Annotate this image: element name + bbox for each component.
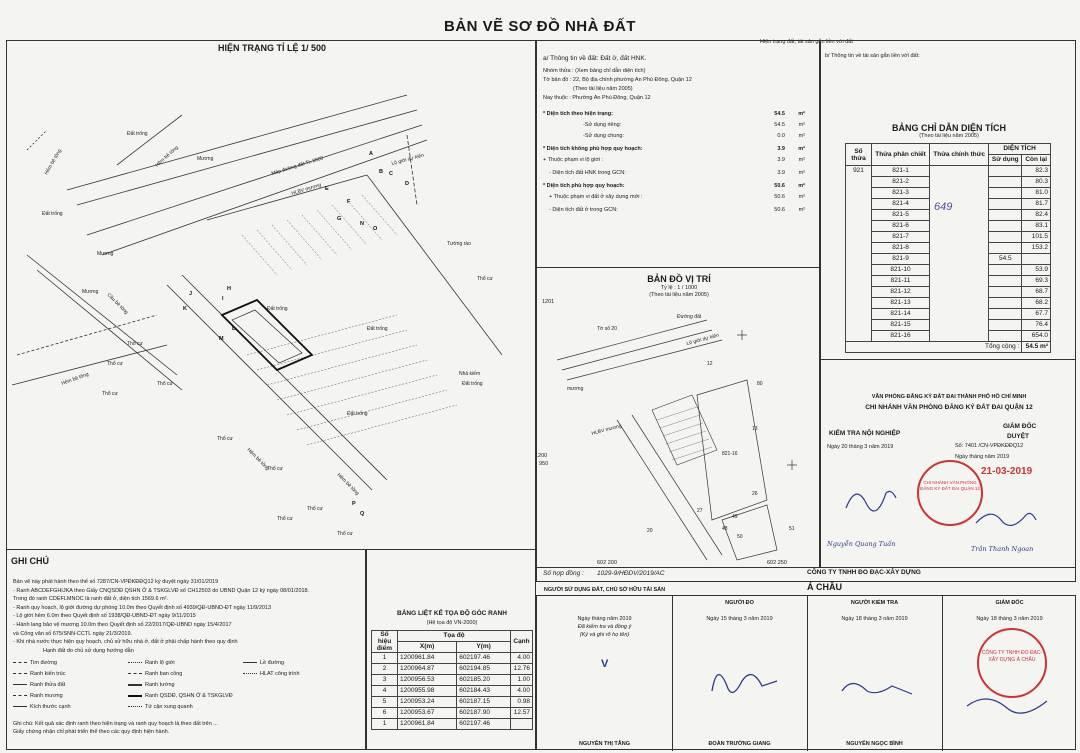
legend-label: Ranh lộ giới xyxy=(145,660,175,666)
table-row: 821-2 80.3 xyxy=(846,177,1051,188)
svg-text:Q: Q xyxy=(360,511,365,517)
status-header: Hiện trạng đất, tài sản gắn liền với đất xyxy=(760,39,853,45)
svg-text:27: 27 xyxy=(697,508,703,514)
svg-text:48: 48 xyxy=(722,526,728,532)
svg-text:1200: 1200 xyxy=(535,453,548,459)
svg-text:H: H xyxy=(227,286,231,292)
note-line: Trong đó ranh CDEFLMNOC là ranh đất ở, diện tích 1569.6 m². xyxy=(13,596,169,603)
svg-text:Thổ cư: Thổ cư xyxy=(217,436,233,442)
svg-text:Hẻm bê tông: Hẻm bê tông xyxy=(60,371,90,387)
checker-signature xyxy=(837,666,917,706)
note-line: Ghi chú: Kết quả xác định ranh theo hiện trạng và ranh quy hoạch là theo đất trên ... xyxy=(13,721,218,727)
svg-text:Lộ giới dự kiến: Lộ giới dự kiến xyxy=(390,152,425,167)
svg-text:L: L xyxy=(232,326,236,332)
coords-panel xyxy=(366,550,536,750)
approved-label: DUYỆT xyxy=(1007,433,1030,440)
svg-text:HLBV mương: HLBV mương xyxy=(590,423,623,437)
svg-text:26: 26 xyxy=(752,491,758,497)
coords-header: Tọa độ xyxy=(398,631,511,642)
table-row: 821-10 53.9 xyxy=(846,265,1051,276)
svg-text:12: 12 xyxy=(707,361,713,367)
svg-text:Cầu bê tông: Cầu bê tông xyxy=(105,292,130,316)
office-line1: VĂN PHÒNG ĐĂNG KÝ ĐẤT ĐAI THÀNH PHỐ HỒ CHÍ MINH xyxy=(871,394,1027,400)
svg-text:Thổ cư: Thổ cư xyxy=(102,391,118,397)
area-guide-table xyxy=(845,143,1051,353)
svg-text:Hẻm bê tông: Hẻm bê tông xyxy=(245,447,271,472)
table-row: 1 1200961.84 602197.46 4.00 xyxy=(372,653,533,664)
table-row: 821-3 81.0 xyxy=(846,188,1051,199)
legend-label: Ranh tường xyxy=(145,682,175,688)
svg-text:Đất trống: Đất trống xyxy=(462,381,483,387)
owner-signature: V xyxy=(601,658,609,670)
area-guide-heading: BẢNG CHỈ DẪN DIỆN TÍCH xyxy=(892,123,1006,133)
land-info-title: a/ Thông tin về đất: Đất ở, đất HNK. xyxy=(543,55,647,62)
notes-heading: GHI CHÚ xyxy=(11,556,49,566)
company-stamp: CÔNG TY TNHH ĐO ĐẠC-XÂY DỰNG Á CHÂU xyxy=(977,628,1047,698)
inspect-label: KIỂM TRA NỘI NGHIỆP xyxy=(829,430,901,437)
table-row: 821-11 69.3 xyxy=(846,276,1051,287)
table-row: 821-4 81.7 xyxy=(846,199,1051,210)
legend-label: Ranh kiến trúc xyxy=(30,671,66,677)
company-brand: Á CHÂU xyxy=(807,582,842,592)
company-director-signature xyxy=(957,686,1057,726)
table-row: 821-7 101.5 xyxy=(846,232,1051,243)
svg-text:Mương: Mương xyxy=(82,289,99,295)
svg-text:Tường rào: Tường rào xyxy=(447,241,471,247)
info-line: Nay thuộc : Phường An Phú Đông, Quận 12 xyxy=(543,95,651,101)
info-line: (Theo tài liệu năm 2005) xyxy=(573,86,633,92)
svg-text:Nhà kiếm: Nhà kiếm xyxy=(459,371,481,377)
approval-stamp-date: 21-03-2019 xyxy=(981,466,1033,477)
svg-text:Thổ cư: Thổ cư xyxy=(157,381,173,387)
contract-number: 1029-9/HĐDV/2019/AC xyxy=(597,570,665,577)
svg-text:Thổ cư: Thổ cư xyxy=(337,531,353,537)
note-line: - Khi nhà nước thực hiện quy hoạch, chủ sử hữu nhà ở, đất ở phải chấp hành theo quy định xyxy=(13,639,238,646)
area-header: DIỆN TÍCH xyxy=(989,144,1051,155)
location-map-subheading: (Theo tài liệu năm 2005) xyxy=(649,292,709,298)
svg-text:821-16: 821-16 xyxy=(722,451,738,457)
svg-text:20: 20 xyxy=(647,528,653,534)
table-row: 821-6 83.1 xyxy=(846,221,1051,232)
inspect-date: Ngày 20 tháng 3 năm 2019 xyxy=(827,444,894,450)
svg-text:G: G xyxy=(337,216,342,222)
info-line: Tờ bản đồ : 22, Bộ địa chính phường An Phú Đông, Quận 12 xyxy=(543,77,692,83)
legend-label: Ranh QSDĐ, QSHN Ở & TSKGLVĐ xyxy=(145,693,233,699)
note-line: - Ranh ABCDEFGHIJKA theo Giấy CNQSDĐ QSHN Ở & TSKGLVĐ số CH12503 do UBND Quận 12 ký ngày 08/01/2018. xyxy=(13,587,310,594)
svg-text:Thổ cư: Thổ cư xyxy=(277,516,293,522)
coords-subheading: (Hệ tọa độ VN-2000) xyxy=(426,620,478,626)
signer-date: Ngày 15 tháng 3 năm 2019 xyxy=(706,616,773,622)
table-row: Tổng cộng : 54.5 m² xyxy=(846,342,1051,353)
table-row: 821-8 153.2 xyxy=(846,243,1051,254)
svg-text:Thổ cư: Thổ cư xyxy=(127,341,143,347)
area-header: Sử dụng xyxy=(989,155,1022,166)
current-status-heading: HIỆN TRẠNG TỈ LỆ 1/ 500 xyxy=(217,43,327,53)
document-title: BẢN VẼ SƠ ĐỒ NHÀ ĐẤT xyxy=(444,18,636,35)
coords-header: Cạnh xyxy=(511,631,533,653)
company-name: CÔNG TY TNHH ĐO ĐẠC-XÂY DỰNG xyxy=(807,569,921,576)
svg-text:N: N xyxy=(360,221,364,227)
note-line: Giấy chứng nhận chỉ phát triển thể theo các quy định hiện hành. xyxy=(13,729,170,735)
table-row: 2 1200964.87 602194.85 12.76 xyxy=(372,664,533,675)
inspector-signature xyxy=(841,478,901,518)
approval-number: Số: 7401 /CN-VPĐKĐĐQ12 xyxy=(955,443,1024,449)
svg-text:Đất trống: Đất trống xyxy=(42,211,63,217)
svg-text:Hẻm bê tông: Hẻm bê tông xyxy=(335,472,361,497)
note-line: Hạnh đất do chủ sử dụng hướng dẫn xyxy=(43,647,134,654)
table-row: 4 1200955.98 602184.43 4.00 xyxy=(372,686,533,697)
director-signature xyxy=(971,505,1041,530)
note-line: - Hành lang bảo vệ mương 10.0m theo Quyết định số 22/2017/QĐ-UBND ngày 15/4/2017 xyxy=(13,621,232,628)
svg-text:Thổ cư: Thổ cư xyxy=(307,506,323,512)
svg-text:50: 50 xyxy=(737,534,743,540)
svg-text:Lộ giới dự kiến: Lộ giới dự kiến xyxy=(685,332,720,347)
area-guide-subheading: (Theo tài liệu năm 2005) xyxy=(919,133,979,139)
svg-text:K: K xyxy=(183,306,187,312)
svg-text:602 200: 602 200 xyxy=(597,560,617,566)
signer-title: NGƯỜI ĐO xyxy=(725,600,754,606)
svg-text:80: 80 xyxy=(757,381,763,387)
svg-text:950: 950 xyxy=(539,461,549,467)
note-line: - Lộ giới hẻm 6.0m theo Quyết định số 1938/QĐ-UBND-ĐT ngày 9/11/2015 xyxy=(13,613,196,620)
site-plan-map xyxy=(7,55,535,549)
svg-text:J: J xyxy=(189,291,193,297)
signer-note: (Ký và ghi rõ họ tên) xyxy=(579,632,630,638)
table-row: 6 1200953.67 602187.90 12.57 xyxy=(372,708,533,719)
note-line: Bản vẽ này phát hành theo thể số 7287/CN-VPĐKĐĐQ12 ký duyệt ngày 31/01/2019 xyxy=(13,579,219,585)
svg-text:1201: 1201 xyxy=(542,299,555,305)
svg-text:E: E xyxy=(325,186,329,192)
signer-date: Ngày tháng năm 2019 xyxy=(577,616,632,622)
contract-strip xyxy=(536,568,1076,582)
svg-text:Thổ cư: Thổ cư xyxy=(107,361,123,367)
svg-text:A: A xyxy=(369,151,373,157)
svg-text:C: C xyxy=(389,171,393,177)
svg-text:Thổ cư: Thổ cư xyxy=(477,276,493,282)
svg-text:P: P xyxy=(352,501,356,507)
director-name: Trần Thanh Ngoan xyxy=(971,545,1034,553)
legend-label: HLAT công trình xyxy=(260,671,300,677)
area-guide-panel xyxy=(820,40,1076,360)
area-header: Thửa phân chiết xyxy=(872,144,930,166)
office-line2: CHI NHÁNH VĂN PHÒNG ĐĂNG KÝ ĐẤT ĐAI QUẬN 12 xyxy=(865,404,1033,411)
svg-text:HLBV mương: HLBV mương xyxy=(290,182,323,197)
note-line: và Công văn số 675/SNN-CCTL ngày 21/3/2019. xyxy=(13,630,133,637)
signer-date: Ngày 18 tháng 3 năm 2019 xyxy=(841,616,908,622)
table-row: 821-16 654.0 xyxy=(846,331,1051,342)
inspector-name: Nguyễn Quang Tuấn xyxy=(827,540,896,548)
svg-text:Đất trống: Đất trống xyxy=(347,411,368,417)
current-status-panel xyxy=(6,40,536,550)
table-row: 5 1200953.24 602187.15 0.98 xyxy=(372,697,533,708)
area-header: Số thửa xyxy=(846,144,872,166)
legend-label: Lề đường xyxy=(260,660,285,666)
signer-title: NGƯỜI SỬ DỤNG ĐẤT, CHỦ SỞ HỮU TÀI SẢN xyxy=(543,587,666,593)
svg-text:F: F xyxy=(347,199,351,205)
svg-text:Tờ số 20: Tờ số 20 xyxy=(597,326,617,332)
approval-panel xyxy=(820,360,1076,568)
legend-label: Kích thước cạnh xyxy=(30,704,71,710)
asset-info-title: b/ Thông tin về tài sản gắn liền với đất: xyxy=(825,53,920,59)
signer-title: GIÁM ĐỐC xyxy=(995,600,1024,606)
contract-label: Số hợp đồng : xyxy=(543,570,584,577)
svg-text:Đất trống: Đất trống xyxy=(267,306,288,312)
svg-text:Hẻm bê tông: Hẻm bê tông xyxy=(154,144,180,169)
signer-title: NGƯỜI KIỂM TRA xyxy=(850,600,899,606)
svg-text:D: D xyxy=(405,181,409,187)
legend-label: Ranh mương xyxy=(30,693,63,699)
handwritten-parcel-number: 649 xyxy=(934,201,953,213)
svg-text:Mép đường đất TL 2009: Mép đường đất TL 2009 xyxy=(270,155,325,177)
table-row: 821-13 68.2 xyxy=(846,298,1051,309)
coords-header: X(m) xyxy=(398,642,457,653)
legend-label: Tứ cận xung quanh xyxy=(145,704,193,710)
svg-text:O: O xyxy=(373,226,378,232)
info-line: Nhóm thửa : (Xem bảng chỉ dẫn diện tích) xyxy=(543,68,646,74)
signer-name: NGUYỄN NGỌC BÌNH xyxy=(846,741,903,747)
note-line: - Ranh quy hoạch, lộ giới đường dự phóng 10.0m theo Quyết định số 4939/QĐ-UBND-ĐT ngày 11/9/2013 xyxy=(13,604,272,611)
svg-text:Đất trống: Đất trống xyxy=(127,131,148,137)
area-header: Còn lại xyxy=(1022,155,1051,166)
notes-panel xyxy=(6,550,366,750)
signer-note: Đã kiểm tra và đồng ý xyxy=(577,624,632,630)
office-stamp: CHI NHÁNH VĂN PHÒNG ĐĂNG KÝ ĐẤT ĐAI QUẬN 12 xyxy=(917,460,983,526)
svg-text:49: 49 xyxy=(732,514,738,520)
svg-text:I: I xyxy=(222,296,224,302)
coords-table xyxy=(371,630,533,730)
svg-text:Mương: Mương xyxy=(97,251,114,257)
coords-header: Số hiệu điểm xyxy=(372,631,398,653)
location-map-scale: Tỷ lệ : 1 / 1000 xyxy=(660,285,698,291)
location-map-heading: BẢN ĐỒ VỊ TRÍ xyxy=(647,274,711,284)
approval-date: Ngày tháng năm 2019 xyxy=(955,454,1010,460)
table-row: 821-9 54.5 xyxy=(846,254,1051,265)
table-row: 821-15 76.4 xyxy=(846,320,1051,331)
table-row: 821-5 82.4 xyxy=(846,210,1051,221)
signature-panel xyxy=(536,587,1076,750)
legend-label: Ranh ban công xyxy=(145,671,183,677)
land-info-panel: a/ Thông tin về đất: Đất ở, đất HNK. Nhóm thửa : (Xem bảng chỉ dẫn diện tích) Tờ bản đồ : 22, Bộ địa chính phường An Phú Đông, Quận 12 (Theo tài liệu năm 2005) Nay thuộc : Phường An Phú Đông, Quận 12 * Diện tích theo hiện trạng: 54.5 m² -Sử dụng riêng: 54.5 m² -Sử dụng chung: 0.0 m² * Diện tích không phù hợp quy hoạch: 3.9 m² + Thuộc phạm vi lộ giới : 3.9 m² - Diện tích đất HNK trong GCN: 3.9 m² * Diện tích phù hợp quy hoạch: 50.6 m² + Thuộc phạm vi đất ở xây dựng mới : 50.6 m² - Diện tích đất ở trong GCN: 50.6 m² xyxy=(536,40,820,268)
legend-label: Ranh thửa đất xyxy=(30,682,66,688)
svg-text:Mương: Mương xyxy=(197,156,214,162)
table-row: 921 821-1 649 82.3 xyxy=(846,166,1051,177)
coords-header: Y(m) xyxy=(457,642,511,653)
surveyor-signature xyxy=(702,656,782,706)
svg-text:B: B xyxy=(379,169,383,175)
table-row: 1 1200961.84 602197.46 xyxy=(372,719,533,730)
signer-date: Ngày 18 tháng 3 năm 2019 xyxy=(976,616,1043,622)
area-header: Thửa chính thức xyxy=(930,144,989,166)
signer-name: ĐOÀN TRƯỜNG GIANG xyxy=(708,741,771,747)
notes-lines xyxy=(13,578,363,655)
svg-text:Đường đất: Đường đất xyxy=(677,314,702,320)
table-row: 821-12 68.7 xyxy=(846,287,1051,298)
svg-text:Thổ cư: Thổ cư xyxy=(267,466,283,472)
svg-text:13: 13 xyxy=(752,426,758,432)
location-map-panel xyxy=(536,268,820,568)
svg-text:Đất trống: Đất trống xyxy=(367,326,388,332)
location-map xyxy=(537,300,819,566)
svg-text:51: 51 xyxy=(789,526,795,532)
table-row: 821-14 67.7 xyxy=(846,309,1051,320)
legend-label: Tim đường xyxy=(30,660,57,666)
svg-text:mương: mương xyxy=(567,386,584,392)
svg-text:M: M xyxy=(219,336,224,342)
svg-text:Hẻm bê tông: Hẻm bê tông xyxy=(43,148,64,176)
coords-heading: BẢNG LIỆT KÊ TỌA ĐỘ GÓC RANH xyxy=(397,610,507,617)
director-label: GIÁM ĐỐC xyxy=(1003,423,1037,430)
table-row: 3 1200956.53 602185.20 1.00 xyxy=(372,675,533,686)
signer-name: NGUYỄN THỊ TĂNG xyxy=(578,741,631,747)
svg-text:602 250: 602 250 xyxy=(767,560,787,566)
